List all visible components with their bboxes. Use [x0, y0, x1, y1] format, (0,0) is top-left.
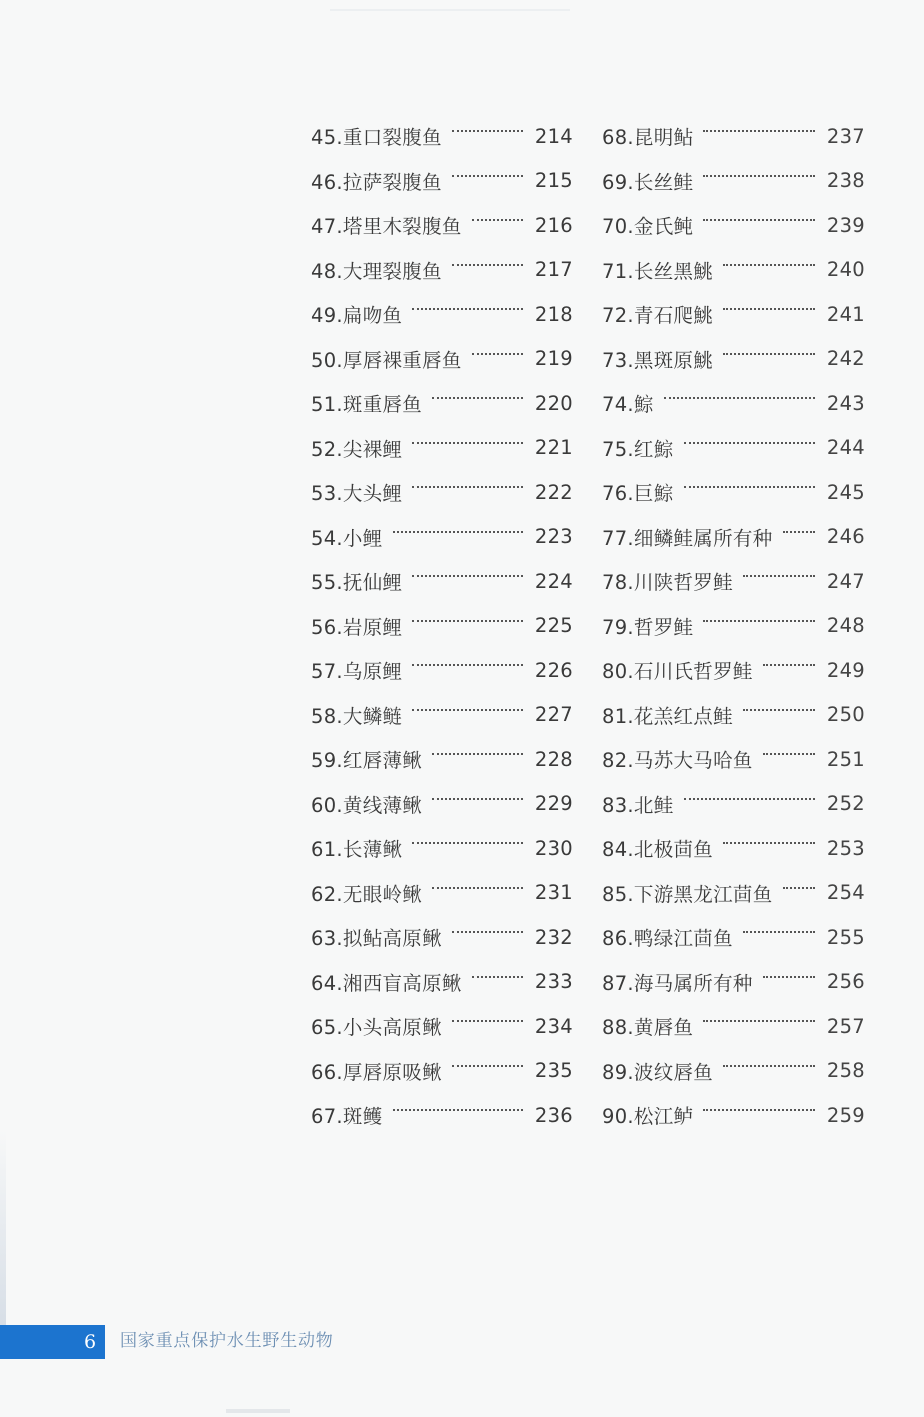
toc-entry-page: 223 [534, 525, 573, 549]
toc-entry-page: 243 [826, 391, 865, 415]
toc-entry[interactable] [602, 1004, 865, 1049]
toc-entry-page: 216 [534, 213, 573, 237]
toc-entry[interactable] [602, 114, 865, 159]
toc-entry[interactable] [311, 1049, 573, 1094]
toc-entry-page: 218 [534, 302, 573, 326]
toc-entry-page: 248 [826, 614, 865, 638]
toc-entry[interactable] [311, 871, 573, 916]
toc-dot-leader [703, 219, 815, 221]
toc-dot-leader [452, 130, 523, 132]
toc-entry[interactable] [311, 1093, 573, 1138]
toc-entry-title: 58.大鳞鲢 [311, 704, 403, 728]
toc-dot-leader [684, 442, 815, 444]
toc-entry-title: 71.长丝黑鮡 [602, 259, 714, 283]
toc-entry[interactable] [602, 559, 865, 604]
toc-entry[interactable] [311, 648, 573, 693]
toc-entry-title: 90.松江鲈 [602, 1105, 694, 1129]
toc-dot-leader [763, 753, 815, 755]
toc-entry[interactable] [602, 737, 865, 782]
toc-entry[interactable] [602, 515, 865, 560]
toc-entry[interactable] [311, 203, 573, 248]
toc-dot-leader [472, 976, 523, 978]
toc-entry-page: 219 [534, 347, 573, 371]
toc-entry-title: 72.青石爬鮡 [602, 304, 714, 328]
toc-entry[interactable] [602, 203, 865, 248]
toc-entry-title: 73.黑斑原鮡 [602, 348, 714, 372]
toc-entry-page: 247 [826, 569, 865, 593]
toc-entry[interactable] [311, 381, 573, 426]
toc-entry-page: 230 [534, 836, 573, 860]
bottom-edge-line [226, 1409, 290, 1413]
toc-entry-page: 255 [826, 925, 865, 949]
toc-dot-leader [393, 531, 523, 533]
toc-entry-title: 87.海马属所有种 [602, 971, 753, 995]
toc-entry-page: 246 [826, 525, 865, 549]
toc-dot-leader [783, 887, 815, 889]
toc-dot-leader [412, 709, 523, 711]
toc-dot-leader [452, 1020, 523, 1022]
toc-entry[interactable] [602, 470, 865, 515]
toc-entry-title: 67.斑鳠 [311, 1105, 383, 1129]
toc-entry-title: 64.湘西盲高原鳅 [311, 971, 462, 995]
toc-entry-page: 253 [826, 836, 865, 860]
toc-entry[interactable] [602, 1093, 865, 1138]
toc-entry-page: 226 [534, 658, 573, 682]
toc-entry[interactable] [311, 960, 573, 1005]
toc-entry-page: 250 [826, 703, 865, 727]
toc-entry[interactable] [602, 826, 865, 871]
toc-entry-title: 59.红唇薄鳅 [311, 749, 423, 773]
toc-entry[interactable] [602, 381, 865, 426]
toc-entry-title: 80.石川氏哲罗鲑 [602, 660, 753, 684]
toc-entry-title: 54.小鲤 [311, 526, 383, 550]
toc-entry-page: 241 [826, 302, 865, 326]
toc-entry[interactable] [311, 1004, 573, 1049]
book-title: 国家重点保护水生野生动物 [120, 1331, 334, 1351]
toc-dot-leader [412, 664, 523, 666]
toc-entry[interactable] [311, 782, 573, 827]
toc-entry[interactable] [602, 604, 865, 649]
page-number: 6 [83, 1331, 97, 1353]
toc-entry-page: 214 [534, 124, 573, 148]
toc-entry-page: 236 [534, 1103, 573, 1127]
toc-entry-page: 220 [534, 391, 573, 415]
toc-dot-leader [783, 531, 815, 533]
toc-dot-leader [703, 175, 815, 177]
toc-entry-title: 88.黄唇鱼 [602, 1016, 694, 1040]
toc-entry-page: 232 [534, 925, 573, 949]
toc-dot-leader [684, 486, 815, 488]
toc-entry-title: 70.金氏鲀 [602, 215, 694, 239]
page-edge-shadow [0, 1130, 6, 1330]
toc-dot-leader [763, 664, 815, 666]
toc-entry-page: 221 [534, 436, 573, 460]
toc-entry-page: 215 [534, 169, 573, 193]
toc-entry-title: 65.小头高原鳅 [311, 1016, 442, 1040]
toc-entry-page: 258 [826, 1059, 865, 1083]
toc-dot-leader [703, 1109, 815, 1111]
toc-entry-title: 74.鯮 [602, 393, 654, 417]
toc-entry-title: 60.黄线薄鳅 [311, 793, 423, 817]
toc-dot-leader [703, 1020, 815, 1022]
toc-entry-title: 45.重口裂腹鱼 [311, 126, 442, 150]
toc-dot-leader [452, 931, 523, 933]
toc-entry-page: 244 [826, 436, 865, 460]
toc-dot-leader [723, 842, 815, 844]
toc-dot-leader [703, 620, 815, 622]
toc-dot-leader [723, 264, 815, 266]
toc-entry-title: 84.北极茴鱼 [602, 838, 714, 862]
toc-entry[interactable] [602, 292, 865, 337]
toc-entry-page: 224 [534, 569, 573, 593]
toc-dot-leader [412, 575, 523, 577]
toc-entry[interactable] [311, 559, 573, 604]
toc-entry-title: 51.斑重唇鱼 [311, 393, 423, 417]
toc-entry-page: 235 [534, 1059, 573, 1083]
toc-entry[interactable] [602, 648, 865, 693]
toc-entry-page: 256 [826, 970, 865, 994]
toc-entry-page: 238 [826, 169, 865, 193]
toc-entry-title: 50.厚唇裸重唇鱼 [311, 348, 462, 372]
toc-entry[interactable] [602, 1049, 865, 1094]
toc-entry-page: 228 [534, 747, 573, 771]
toc-column-right [602, 114, 865, 1138]
toc-entry[interactable] [311, 693, 573, 738]
toc-entry-page: 249 [826, 658, 865, 682]
toc-dot-leader [743, 709, 815, 711]
toc-entry-page: 242 [826, 347, 865, 371]
toc-entry[interactable] [311, 426, 573, 471]
toc-entry[interactable] [311, 826, 573, 871]
toc-entry-title: 86.鸭绿江茴鱼 [602, 927, 733, 951]
toc-dot-leader [432, 798, 523, 800]
toc-entry-title: 89.波纹唇鱼 [602, 1060, 714, 1084]
toc-entry-page: 237 [826, 124, 865, 148]
toc-dot-leader [703, 130, 815, 132]
toc-entry-page: 233 [534, 970, 573, 994]
toc-entry-page: 231 [534, 881, 573, 905]
toc-dot-leader [723, 353, 815, 355]
toc-entry-title: 49.扁吻鱼 [311, 304, 403, 328]
toc-dot-leader [412, 486, 523, 488]
toc-entry[interactable] [311, 292, 573, 337]
toc-dot-leader [412, 442, 523, 444]
toc-entry-title: 46.拉萨裂腹鱼 [311, 170, 442, 194]
toc-dot-leader [472, 219, 523, 221]
toc-entry[interactable] [602, 159, 865, 204]
toc-entry-title: 57.乌原鲤 [311, 660, 403, 684]
toc-dot-leader [684, 798, 815, 800]
toc-dot-leader [743, 575, 815, 577]
toc-entry-title: 78.川陕哲罗鲑 [602, 571, 733, 595]
toc-entry-page: 245 [826, 480, 865, 504]
toc-entry-page: 225 [534, 614, 573, 638]
toc-dot-leader [452, 1065, 523, 1067]
toc-entry-page: 227 [534, 703, 573, 727]
top-edge-line [330, 9, 570, 11]
toc-dot-leader [412, 842, 523, 844]
toc-dot-leader [412, 620, 523, 622]
toc-entry[interactable] [311, 604, 573, 649]
toc-dot-leader [723, 1065, 815, 1067]
toc-entry-page: 240 [826, 258, 865, 282]
toc-entry[interactable] [602, 871, 865, 916]
toc-entry-page: 251 [826, 747, 865, 771]
toc-entry-page: 259 [826, 1103, 865, 1127]
toc-entry[interactable] [602, 426, 865, 471]
toc-entry[interactable] [311, 337, 573, 382]
toc-entry-title: 53.大头鲤 [311, 482, 403, 506]
toc-dot-leader [452, 264, 523, 266]
toc-entry[interactable] [311, 470, 573, 515]
toc-dot-leader [412, 308, 523, 310]
toc-entry[interactable] [311, 915, 573, 960]
toc-entry[interactable] [311, 515, 573, 560]
toc-dot-leader [393, 1109, 523, 1111]
toc-entry-page: 229 [534, 792, 573, 816]
toc-dot-leader [472, 353, 523, 355]
toc-entry-page: 239 [826, 213, 865, 237]
toc-entry-title: 75.红鯮 [602, 437, 674, 461]
toc-dot-leader [432, 753, 523, 755]
toc-entry-title: 81.花羔红点鲑 [602, 704, 733, 728]
toc-entry[interactable] [602, 782, 865, 827]
toc-entry-title: 85.下游黑龙江茴鱼 [602, 882, 773, 906]
toc-entry-title: 76.巨鯮 [602, 482, 674, 506]
toc-dot-leader [664, 397, 815, 399]
toc-entry-page: 222 [534, 480, 573, 504]
toc-entry[interactable] [311, 114, 573, 159]
toc-entry-title: 83.北鲑 [602, 793, 674, 817]
toc-entry-title: 56.岩原鲤 [311, 615, 403, 639]
toc-dot-leader [432, 397, 523, 399]
toc-entry-title: 55.抚仙鲤 [311, 571, 403, 595]
toc-dot-leader [723, 308, 815, 310]
toc-entry-title: 47.塔里木裂腹鱼 [311, 215, 462, 239]
toc-entry-page: 254 [826, 881, 865, 905]
toc-dot-leader [452, 175, 523, 177]
toc-entry-title: 69.长丝鲑 [602, 170, 694, 194]
toc-entry[interactable] [311, 248, 573, 293]
toc-entry[interactable] [602, 915, 865, 960]
toc-entry[interactable] [311, 159, 573, 204]
toc-entry-title: 66.厚唇原吸鳅 [311, 1060, 442, 1084]
toc-entry-title: 52.尖裸鲤 [311, 437, 403, 461]
toc-column-left [311, 114, 573, 1138]
toc-entry-title: 63.拟鲇高原鳅 [311, 927, 442, 951]
toc-entry-title: 77.细鳞鲑属所有种 [602, 526, 773, 550]
toc-dot-leader [763, 976, 815, 978]
toc-entry-page: 234 [534, 1014, 573, 1038]
toc-entry-title: 61.长薄鳅 [311, 838, 403, 862]
toc-dot-leader [743, 931, 815, 933]
toc-entry[interactable] [602, 960, 865, 1005]
toc-entry[interactable] [311, 737, 573, 782]
toc-entry[interactable] [602, 337, 865, 382]
toc-entry[interactable] [602, 248, 865, 293]
toc-entry-title: 79.哲罗鲑 [602, 615, 694, 639]
toc-entry-page: 217 [534, 258, 573, 282]
toc-entry-title: 68.昆明鲇 [602, 126, 694, 150]
toc-dot-leader [432, 887, 523, 889]
toc-entry-page: 252 [826, 792, 865, 816]
toc-entry[interactable] [602, 693, 865, 738]
toc-entry-page: 257 [826, 1014, 865, 1038]
toc-entry-title: 62.无眼岭鳅 [311, 882, 423, 906]
toc-entry-title: 82.马苏大马哈鱼 [602, 749, 753, 773]
toc-entry-title: 48.大理裂腹鱼 [311, 259, 442, 283]
